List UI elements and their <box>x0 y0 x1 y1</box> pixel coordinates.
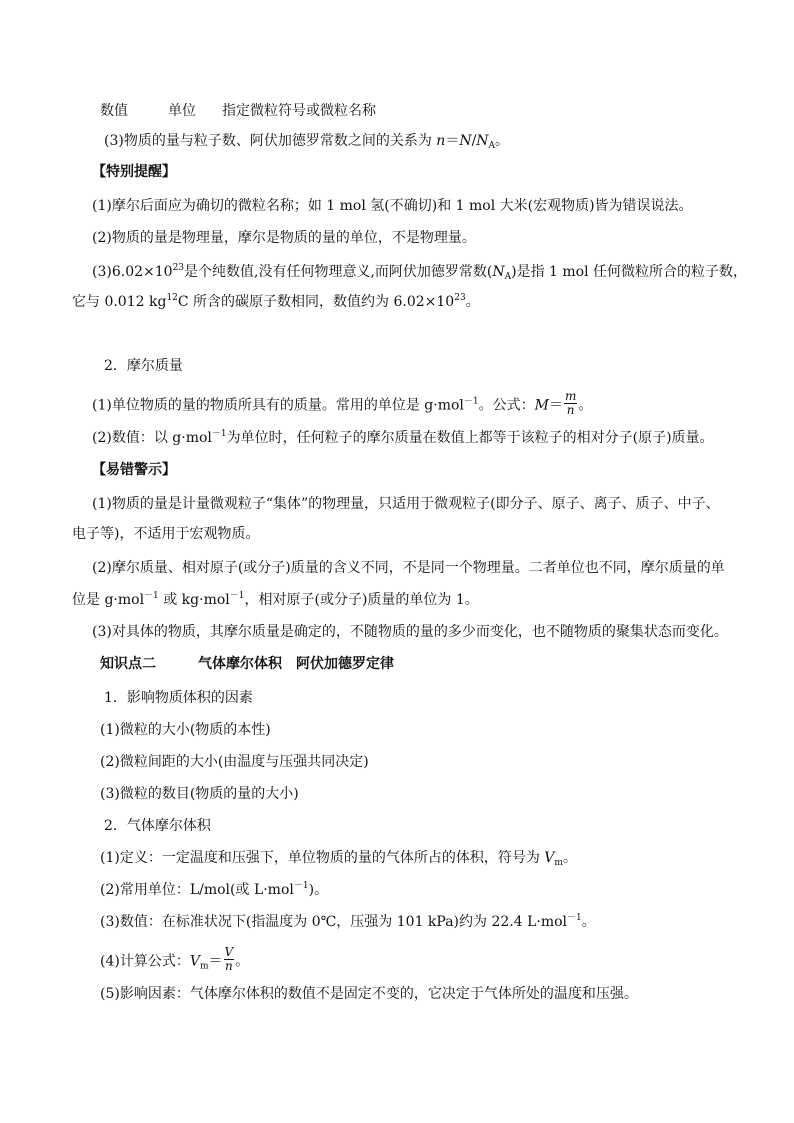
header-unit: 单位 <box>168 103 196 119</box>
volume-factor-3: (3)微粒的数目(物质的量的大小) <box>100 786 299 802</box>
molar-mass-heading: 2．摩尔质量 <box>104 358 183 374</box>
header-value: 数值 <box>100 103 128 119</box>
gas-volume-value: (3)数值：在标准状况下(指温度为 0℃，压强为 101 kPa)约为 22.4 L·mol$^{-1}$。 <box>100 913 596 930</box>
gas-volume-formula: (4)计算公式：$V_m=$ $\frac{V}{n}$ 。 <box>100 945 250 973</box>
tip-line-2: (2)物质的量是物理量，摩尔是物质的量的单位，不是物理量。 <box>92 230 476 246</box>
relation-line: (3)物质的量与粒子数、阿伏加德罗常数之间的关系为 $n=N/N_A$。 <box>104 133 510 151</box>
gas-volume-fraction: $\frac{V}{n}$ <box>224 945 234 973</box>
gas-volume-factors: (5)影响因素：气体摩尔体积的数值不是固定不变的，它决定于气体所处的温度和压强。 <box>100 986 638 1002</box>
tip-line-3-continued: 它与 0.012 $kg^{12}C$ 所含的碳原子数相同，数值约为 $6.02\times 10^{23}$。 <box>72 293 480 310</box>
volume-factor-1: (1)微粒的大小(物质的本性) <box>100 722 271 738</box>
warning-line-2-continued: 位是 g·mol$^{-1}$ 或 kg·mol$^{-1}$，相对原子(或分子)质量的单位为 1。 <box>72 591 479 608</box>
molar-mass-line-1: (1)单位物质的量的物质所具有的质量。常用的单位是 g·mol$^{-1}$。公式：M＝ $\frac{m}{n}$ 。 <box>92 389 593 417</box>
warning-line-2: (2)摩尔质量、相对原子(或分子)质量的含义不同，不是同一个物理量。二者单位也不同，摩尔质量的单 <box>92 560 725 576</box>
tip-line-3: $(3)6.02\times 10^{23}$是个纯数值,没有任何物理意义,而阿伏加德罗常数$(N_A)$是指 1 mol 任何微粒所合的粒子数， <box>92 263 748 282</box>
volume-factor-2: (2)微粒间距的大小(由温度与压强共同决定) <box>100 754 369 770</box>
special-tip-heading: 【特别提醒】 <box>92 164 176 180</box>
unit-header-row <box>100 101 376 121</box>
tip-line-1: (1)摩尔后面应为确切的微粒名称；如 1 mol 氢(不确切)和 1 mol 大米(宏观物质)皆为错误说法。 <box>92 198 693 214</box>
molar-mass-line-2: (2)数值：以 g·mol$^{-1}$为单位时，任何粒子的摩尔质量在数值上都等于该粒子的相对分子(原子)质量。 <box>92 429 714 446</box>
gas-molar-volume-heading: 2．气体摩尔体积 <box>104 818 211 834</box>
header-particle: 指定微粒符号或微粒名称 <box>222 103 376 119</box>
knowledge-point-2-heading: 知识点二 气体摩尔体积 阿伏加德罗定律 <box>100 656 394 672</box>
volume-factors-heading: 1．影响物质体积的因素 <box>104 690 253 706</box>
warning-line-1: (1)物质的量是计量微观粒子“集体”的物理量，只适用于微观粒子(即分子、原子、离子、质子、中子、 <box>92 496 720 512</box>
gas-volume-unit: (2)常用单位：L/mol(或 L·mol$^{-1}$)。 <box>100 881 329 898</box>
warning-heading: 【易错警示】 <box>92 462 176 478</box>
molar-mass-fraction: $\frac{m}{n}$ <box>564 389 577 417</box>
gas-volume-definition: (1)定义：一定温度和压强下，单位物质的量的气体所占的体积，符号为 $V_m$。 <box>100 850 577 868</box>
warning-line-1-continued: 电子等)，不适用于宏观物质。 <box>72 526 260 542</box>
warning-line-3: (3)对具体的物质，其摩尔质量是确定的，不随物质的量的多少而变化，也不随物质的聚集状态而变化。 <box>92 624 728 640</box>
